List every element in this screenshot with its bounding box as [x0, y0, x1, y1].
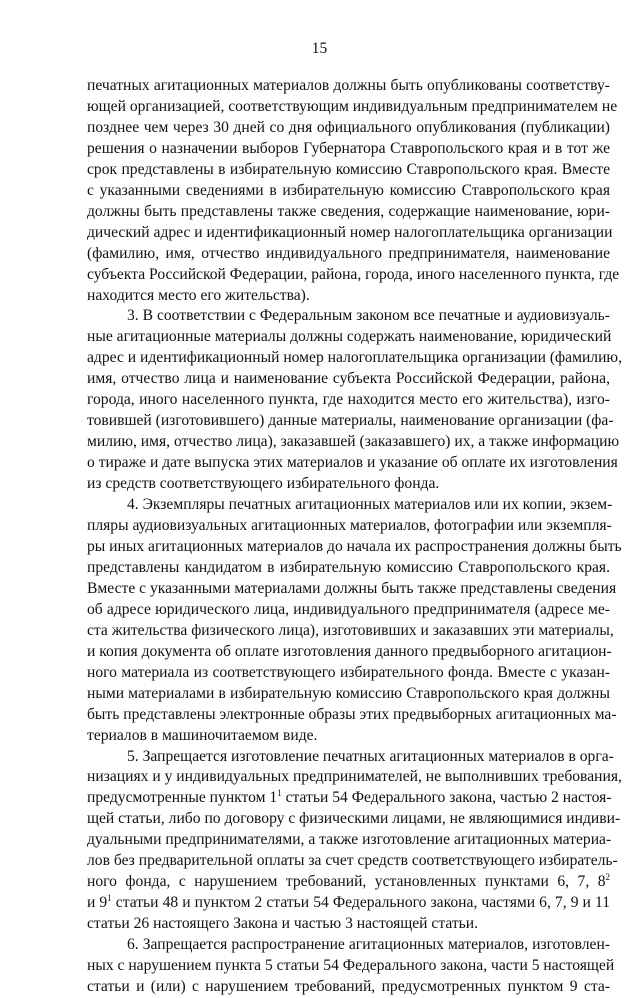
paragraph-5 [87, 747, 622, 936]
page-number: 15 [311, 40, 328, 57]
text-line: щей статьи, либо по договору с физическими лицами, не являющимися индиви- [87, 810, 621, 828]
text-line: ного материала из соответствующего избирательного фонда. Вместе с указан- [87, 663, 610, 681]
superscript: 1 [277, 788, 282, 799]
text-line: статьи и (или) с нарушением требований, предусмотренных пунктом 9 ста- [87, 977, 610, 995]
text-line: предусмотренные пунктом $1^1$ статьи 54 Федерального закона, частью 2 настоя- [87, 788, 612, 807]
text-line: статьи 26 настоящего Закона и частью 3 настоящей статьи. [87, 915, 479, 933]
paragraph-continuation [87, 76, 620, 306]
text-line: и $9^1$ статьи 48 и пунктом 2 статьи 54 Федерального закона, частями 6, 7, 9 и 11 [87, 893, 610, 912]
text-line: печатных агитационных материалов должны быть опубликованы соответству- [87, 77, 610, 94]
text-line: ры иных агитационных материалов до начала их распространения должны быть [87, 537, 622, 555]
text-line: 5. Запрещается изготовление печатных агитационных материалов в орга- [127, 747, 614, 765]
text-line: 4. Экземпляры печатных агитационных материалов или их копии, экзем- [127, 496, 613, 514]
text-line: лов без предварительной оплаты за счет средств соответствующего избиратель- [87, 852, 618, 870]
text-line: позднее чем через 30 дней со дня официального опубликования (публикации) [87, 118, 610, 136]
superscript: 2 [605, 872, 610, 883]
text-line: и копия документа об оплате изготовления данного предвыборного агитацион- [87, 642, 612, 660]
superscript: 1 [107, 893, 112, 904]
text-line: милию, имя, отчество лица), заказавшей (заказавшего) их, а также информацию [87, 433, 620, 451]
text-line: должны быть представлены также сведения, содержащие наименование, юри- [87, 202, 610, 220]
paragraph-4 [87, 495, 622, 746]
text-line: решения о назначении выборов Губернатора Ставропольского края и в тот же [87, 139, 610, 157]
text-line: адрес и идентификационный номер налогоплательщика организации (фамилию, [87, 349, 622, 367]
text-line: ные агитационные материалы должны содержать наименование, юридический [87, 328, 612, 346]
text-line: срок представлены в избирательную комиссию Ставропольского края. Вместе [87, 160, 610, 178]
text-line: дический адрес и идентификационный номер налогоплательщика организации [87, 223, 613, 241]
text-line: пляры аудиовизуальных агитационных материалов, фотографии или экземпля- [87, 517, 612, 535]
text-line: товившей (изготовившего) данные материалы, наименование организации (фа- [87, 412, 614, 430]
text-line: 3. В соответствии с Федеральным законом все печатные и аудиовизуаль- [127, 307, 610, 325]
text-line: низациях и у индивидуальных предпринимателей, не выполнивших требования, [87, 768, 622, 786]
text-line: териалов в машиночитаемом виде. [87, 726, 318, 744]
text-line: Вместе с указанными материалами должны быть также представлены сведения [87, 579, 617, 597]
text-line: города, иного населенного пункта, где находится место его жительства), изго- [87, 391, 610, 409]
text-line: субъекта Российской Федерации, района, города, иного населенного пункта, где [87, 265, 620, 283]
text-line: с указанными сведениями в избирательную комиссию Ставропольского края [87, 181, 610, 199]
text-line: представлены кандидатом в избирательную комиссию Ставропольского края. [87, 558, 610, 576]
text-line: быть представлены электронные образы этих предвыборных агитационных ма- [87, 705, 617, 723]
text-line: (фамилию, имя, отчество индивидуального предпринимателя, наименование [87, 244, 610, 262]
paragraph-6 [87, 935, 615, 998]
text-line: ста жительства физического лица), изготовивших и заказавших эти материалы, [87, 621, 614, 639]
text-line: ных с нарушением пункта 5 статьи 54 Федерального закона, части 5 настоящей [87, 957, 615, 975]
text-line: ного фонда, с нарушением требований, установленных пунктами 6, 7, $8^2$ [87, 872, 610, 891]
text-line: ющей организацией, соответствующим индивидуальным предпринимателем не [87, 97, 618, 115]
text-line: ными материалами в избирательную комиссию Ставропольского края должны [87, 684, 610, 702]
text-line: находится место его жительства). [87, 286, 310, 304]
text-line: о тираже и дате выпуска этих материалов и указание об оплате их изготовления [87, 454, 618, 472]
text-line: об адресе юридического лица, индивидуального предпринимателя (адресе ме- [87, 600, 610, 618]
paragraph-3 [87, 306, 622, 495]
document-body [87, 76, 622, 998]
text-line: из средств соответствующего избирательного фонда. [87, 475, 440, 493]
text-line: имя, отчество лица и наименование субъекта Российской Федерации, района, [87, 370, 610, 388]
text-line: дуальными предпринимателями, а также изготовление агитационных материа- [87, 831, 612, 849]
text-line: 6. Запрещается распространение агитационных материалов, изготовлен- [127, 936, 610, 954]
